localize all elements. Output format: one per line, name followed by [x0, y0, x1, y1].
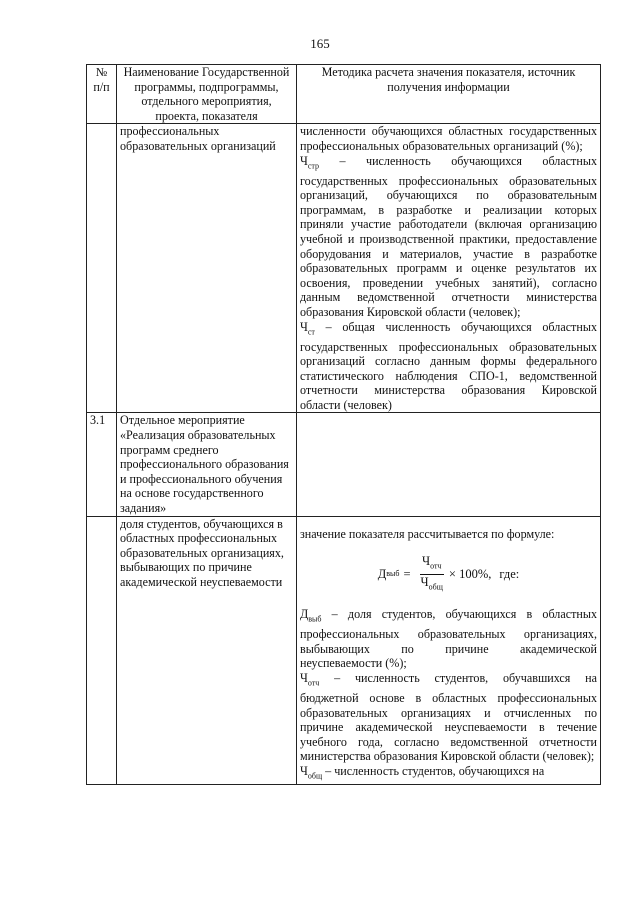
symbol: Ч	[300, 319, 308, 334]
row-name: доля студентов, обучающихся в областных профессиональных образовательных организациях, выбывающих по причине академической неуспеваемости	[117, 516, 297, 784]
formula-tail: × 100%,	[448, 566, 492, 581]
table-header-row	[87, 65, 601, 124]
symbol: Д	[300, 607, 309, 622]
page-number: 165	[310, 36, 330, 51]
symbol: Ч	[300, 763, 308, 778]
symbol-subscript: общ	[307, 771, 323, 781]
table-row	[87, 516, 601, 784]
method-paragraph: $Ч_{стр}$ – численность обучающихся областных государственных профессиональных образовательных организаций, обучающихся по образовательным программам, в разработке и реализации которых приняли участие работодатели (включая организацию учебной и производственной практики, предоставление оборудования и материалов, участие в разработке образовательных программ и оценке результатов их освоения, проведении учебных занятий), согласно данным ведомственной отчетности министерства образования Кировской области (человек);	[300, 153, 597, 319]
header-name: Наименование Государственной программы, подпрограммы, отдельного мероприятия, проекта, показателя	[117, 65, 297, 124]
method-paragraph: численности обучающихся областных государственных профессиональных образовательных организаций (%);	[300, 124, 597, 153]
row-number: 3.1	[87, 413, 117, 516]
method-paragraph: $Д_{выб}$ – доля студентов, обучающихся в областных профессиональных образовательных организациях, выбывающих по причине академической неуспеваемости (%);	[300, 607, 597, 671]
method-paragraph: $Ч_{ст}$ – общая численность обучающихся областных государственных профессиональных образовательных организаций согласно данным формы федерального статистического наблюдения СПО-1, ведомственной отчетности министерства образования Кировской области (человек)	[300, 319, 597, 412]
row-number	[87, 516, 117, 784]
row-method	[297, 516, 601, 784]
row-number	[87, 124, 117, 413]
table-row	[87, 124, 601, 413]
formula-lhs: Д	[377, 566, 387, 581]
formula: Д выб = $\frac{Ч_{отч}}{Ч_{общ}}$ × 100%, где:	[300, 541, 597, 607]
row-method	[297, 413, 601, 516]
method-paragraph: $Ч_{отч}$ – численность студентов, обучавшихся на бюджетной основе в областных профессиональных образовательных организациях и отчисленных по причине академической неуспеваемости в течение учебного года, согласно ведомственной отчетности министерства образования Кировской области (человек);	[300, 671, 597, 764]
header-method: Методика расчета значения показателя, источник получения информации	[297, 65, 601, 124]
symbol: Ч	[300, 671, 308, 685]
formula-fraction: $\frac{Ч_{отч}}{Ч_{общ}}$	[420, 553, 443, 592]
formula-intro: значение показателя рассчитывается по формуле:	[300, 526, 555, 541]
header-number: № п/п	[87, 65, 117, 124]
symbol-subscript: выб	[308, 614, 322, 624]
table-row	[87, 413, 601, 516]
formula-where: где:	[499, 566, 520, 581]
symbol-subscript: ст	[307, 326, 315, 336]
row-name: Отдельное мероприятие «Реализация образовательных программ среднего профессионального образования и профессионального обучения на основе государственного задания»	[117, 413, 297, 516]
symbol-subscript: отч	[307, 678, 320, 688]
row-name: профессиональных образовательных организаций	[117, 124, 297, 413]
method-paragraph: $Ч_{общ}$ – численность студентов, обучающихся на	[300, 763, 545, 781]
symbol-subscript: стр	[307, 160, 320, 170]
symbol: Ч	[300, 153, 308, 168]
row-method	[297, 124, 601, 413]
indicator-table	[86, 64, 601, 785]
